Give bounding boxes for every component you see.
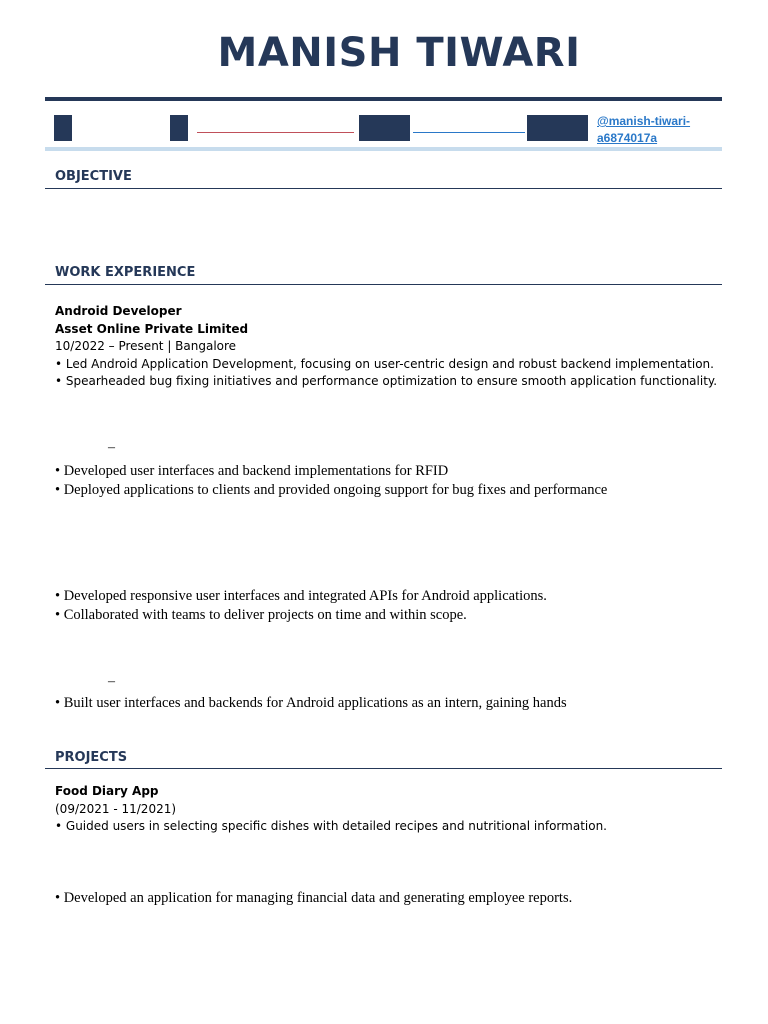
section-title-projects: PROJECTS (55, 750, 128, 765)
section-rule (45, 768, 722, 769)
project-entry (55, 889, 745, 908)
section-title-work-experience: WORK EXPERIENCE (55, 265, 196, 280)
linkedin-link[interactable]: @manish-tiwari-a6874017a (597, 114, 691, 145)
job-entry (55, 303, 735, 391)
job-entry (55, 694, 745, 713)
job-bullet: • Developed user interfaces and backend implementations for RFID (55, 463, 449, 479)
candidate-name: MANISH TIWARI (217, 30, 581, 76)
job-dates: 10/2022 – Present | Bangalore (55, 339, 237, 353)
section-title-objective: OBJECTIVE (55, 169, 132, 184)
redacted-block (170, 115, 188, 141)
section-rule (45, 188, 722, 189)
job-bullet: • Deployed applications to clients and provided ongoing support for bug fixes and performance (55, 481, 608, 498)
project-bullet: • Guided users in selecting specific dishes with detailed recipes and nutritional information. (55, 819, 607, 833)
job-bullet: • Led Android Application Development, focusing on user-centric design and robust backend implementation. (55, 356, 714, 371)
job-title: Android Developer (55, 304, 182, 318)
redacted-block (527, 115, 588, 141)
job-dash: – (108, 674, 115, 689)
job-bullet: • Built user interfaces and backends for Android applications as an intern, gaining hands (55, 695, 567, 711)
redacted-underline (413, 132, 525, 133)
redacted-block (359, 115, 410, 141)
job-company: Asset Online Private Limited (55, 321, 249, 336)
project-title: Food Diary App (55, 784, 159, 798)
section-rule (45, 284, 722, 285)
header-divider (45, 97, 722, 101)
project-dates: (09/2021 - 11/2021) (55, 801, 177, 816)
job-entry (55, 462, 745, 499)
job-dash: – (108, 440, 115, 455)
redacted-block (54, 115, 72, 141)
contact-divider (45, 147, 722, 151)
job-bullet: • Spearheaded bug fixing initiatives and performance optimization to ensure smooth application functionality. (55, 374, 718, 388)
job-bullet: • Collaborated with teams to deliver projects on time and within scope. (55, 606, 467, 623)
redacted-underline (197, 132, 354, 133)
project-entry (55, 783, 735, 836)
job-entry (55, 587, 745, 624)
project-bullet: • Developed an application for managing financial data and generating employee reports. (55, 890, 573, 906)
job-bullet: • Developed responsive user interfaces and integrated APIs for Android applications. (55, 588, 547, 604)
